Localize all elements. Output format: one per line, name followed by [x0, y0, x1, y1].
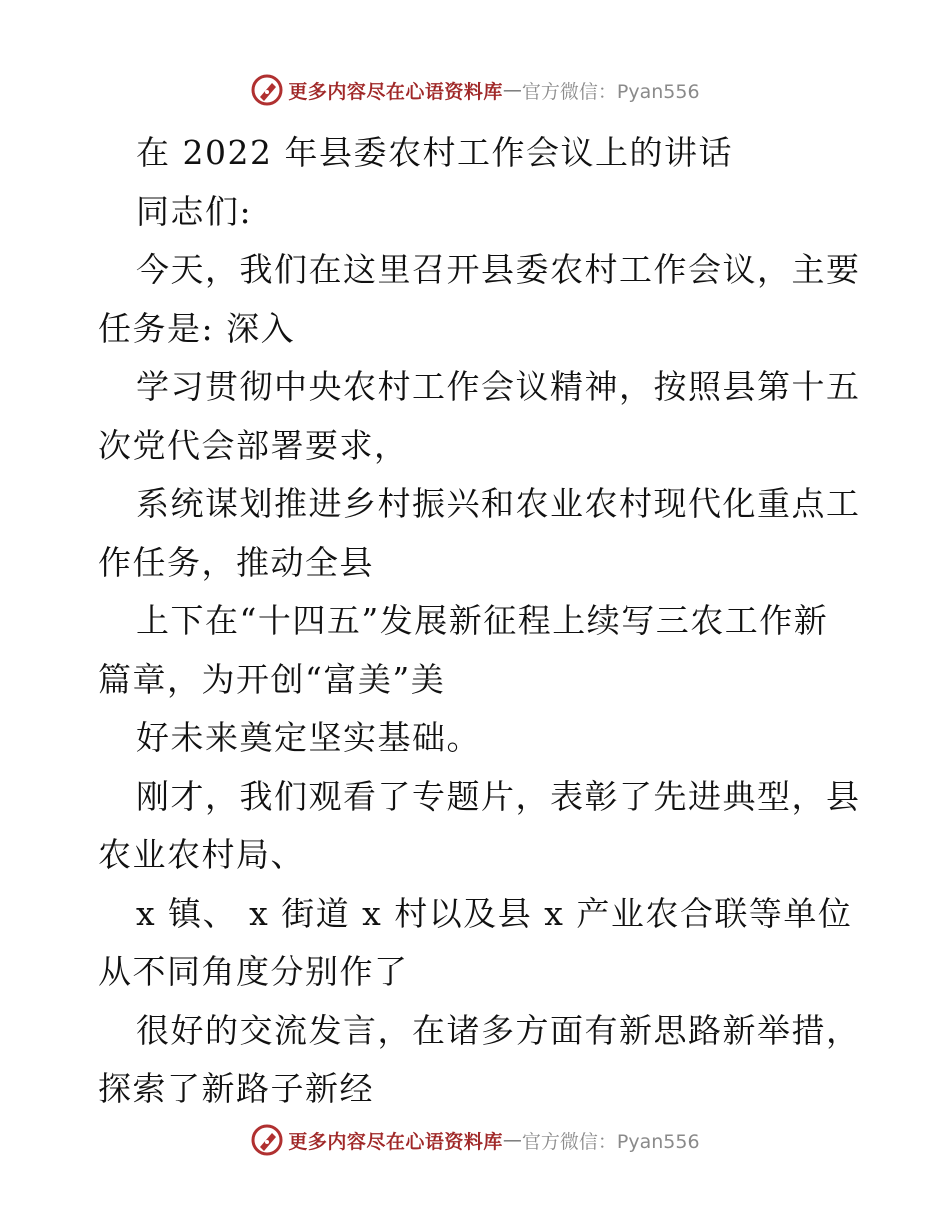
text-line: x 镇、 x 街道 x 村以及县 x 产业农合联等单位	[136, 893, 853, 933]
text-line: 好未来奠定坚实基础。	[136, 718, 481, 757]
header-watermark	[0, 70, 950, 110]
text-line: 今天，我们在这里召开县委农村工作会议，主要	[136, 250, 861, 289]
text-line: 次党代会部署要求，	[98, 425, 409, 465]
pen-nib-logo-icon	[250, 73, 284, 107]
text-line: 系统谋划推进乡村振兴和农业农村现代化重点工	[136, 484, 861, 523]
text-line: 从不同角度分别作了	[98, 952, 409, 991]
text-line: 学习贯彻中央农村工作会议精神，按照县第十五	[136, 367, 861, 406]
text-line: 很好的交流发言，在诸多方面有新思路新举措，	[136, 1010, 861, 1050]
text-line: 任务是: 深入	[98, 308, 296, 348]
watermark-separator: —	[502, 79, 522, 101]
text-line: 上下在“十四五”发展新征程上续写三农工作新	[136, 601, 829, 640]
watermark-contact-text: 官方微信：Pyan556	[521, 1130, 700, 1153]
watermark-site-text: 更多内容尽在心语资料库	[288, 1130, 503, 1153]
watermark-contact-text: 官方微信：Pyan556	[521, 80, 700, 103]
pen-nib-logo-icon	[250, 1123, 284, 1157]
text-line: 探索了新路子新经	[98, 1069, 374, 1108]
text-line: 作任务，推动全县	[98, 542, 374, 582]
watermark-separator: —	[502, 1129, 522, 1151]
text-line: 同志们:	[136, 191, 253, 231]
text-line: 篇章，为开创“富美”美	[98, 659, 446, 699]
text-line: 刚才，我们观看了专题片，表彰了先进典型，县	[136, 776, 861, 816]
footer-watermark	[0, 1120, 950, 1160]
document-title: 在 2022 年县委农村工作会议上的讲话	[136, 133, 733, 172]
document-body	[98, 124, 861, 1119]
text-line: 农业农村局、	[98, 835, 305, 874]
watermark-site-text: 更多内容尽在心语资料库	[288, 80, 503, 103]
